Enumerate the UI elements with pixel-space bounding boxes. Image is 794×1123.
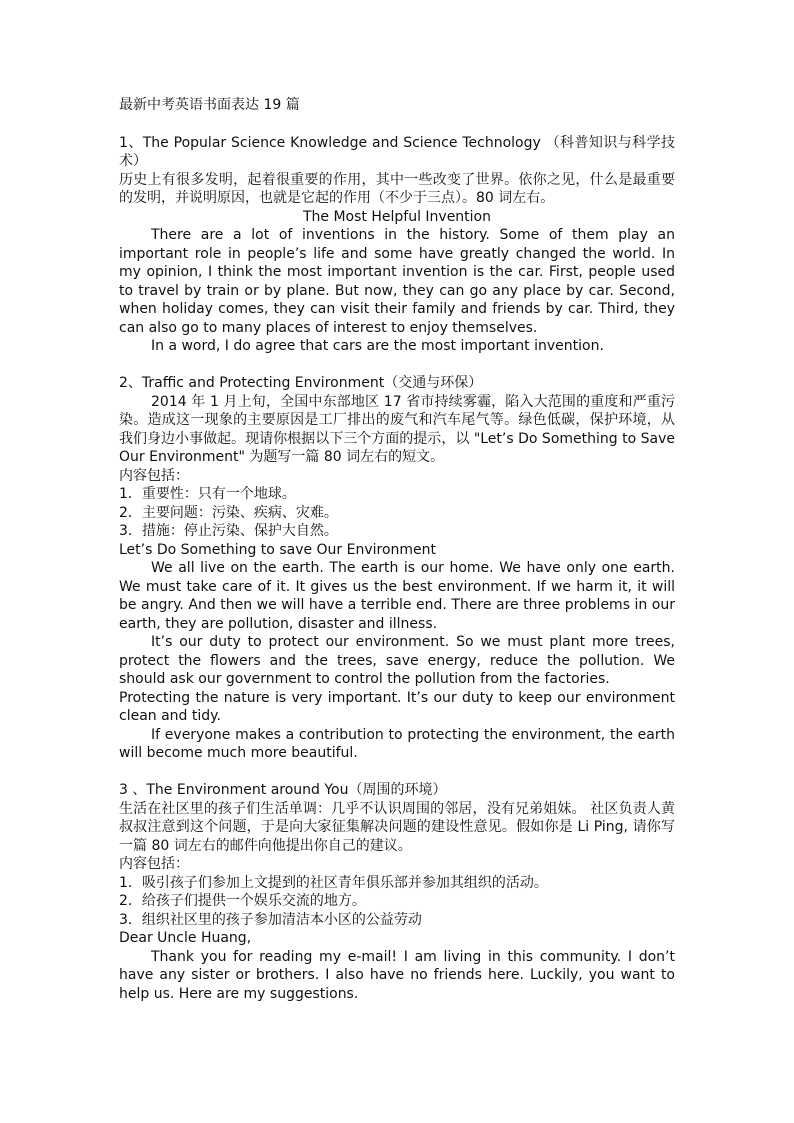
- section-spacer: [119, 356, 675, 375]
- essay-paragraph: In a word, I do agree that cars are the most important invention.: [151, 338, 604, 354]
- content-point: 3．组织社区里的孩子参加清洁本小区的公益劳动: [119, 911, 422, 928]
- essay-paragraph: It’s our duty to protect our environment. So we must plant more trees, protect the flowers and the trees, save energy, reduce the pollution. We should ask our government to control the pollution from the factories.: [119, 634, 675, 687]
- section-3: [119, 781, 675, 1003]
- essay-paragraph: Protecting the nature is very important. It’s our duty to keep our environment clean and tidy.: [119, 689, 675, 724]
- content-point: 1．吸引孩子们参加上文提到的社区青年俱乐部并参加其组织的活动。: [119, 874, 548, 891]
- section-1: [119, 134, 675, 356]
- section-heading: 2、Traffic and Protecting Environment（交通与环保）: [119, 375, 483, 391]
- letter-paragraph: Thank you for reading my e-mail! I am living in this community. I don’t have any sister or brothers. I also have no friends here. Luckily, you want to help us. Here are my suggestions.: [119, 948, 675, 1002]
- content-point: 1．重要性：只有一个地球。: [119, 486, 296, 502]
- content-label: 内容包括：: [119, 856, 189, 872]
- section-prompt: 2014 年 1 月上旬，全国中东部地区 17 省市持续雾霾，陷入大范围的重度和严重污染。造成这一现象的主要原因是工厂排出的废气和汽车尾气等。绿色低碳，保护环境，从我们身边小事做起。现请你根据以下三个方面的提示，以 "Let’s Do Something to Save Our Environment" 为题写一篇 80 词左右的短文。: [119, 393, 675, 465]
- letter-greeting: Dear Uncle Huang,: [119, 930, 252, 946]
- content-point: 2．主要问题：污染、疾病、灾难。: [119, 504, 338, 521]
- essay-paragraph: There are a lot of inventions in the history. Some of them play an important role in people’s life and some have greatly changed the world. In my opinion, I think the most important invention is the car. First, people used to travel by train or by plane. But now, they can go any place by car. Second, when holiday comes, they can visit their family and friends by car. Third, they can also go to many places of interest to enjoy themselves.: [119, 227, 675, 336]
- section-heading: 3 、The Environment around You（周围的环境）: [119, 782, 447, 798]
- content-point: 3．措施：停止污染、保护大自然。: [119, 523, 338, 539]
- section-heading: 1、The Popular Science Knowledge and Science Technology （科普知识与科学技术）: [119, 134, 675, 169]
- document-title: 最新中考英语书面表达 19 篇: [119, 97, 300, 113]
- essay-title: The Most Helpful Invention: [302, 208, 491, 225]
- content-label: 内容包括：: [119, 467, 189, 484]
- essay-title: Let’s Do Something to save Our Environment: [119, 541, 437, 558]
- essay-paragraph: If everyone makes a contribution to protecting the environment, the earth will become much more beautiful.: [119, 726, 675, 761]
- content-point: 2．给孩子们提供一个娱乐交流的地方。: [119, 893, 366, 909]
- section-2: [119, 374, 675, 763]
- section-spacer: [119, 763, 675, 782]
- document-page: [119, 96, 675, 1003]
- essay-paragraph: We all live on the earth. The earth is our home. We have only one earth. We must take care of it. It gives us the best environment. If we harm it, it will be angry. And then we will have a terrible end. There are three problems in our earth, they are pollution, disaster and illness.: [119, 560, 675, 632]
- section-prompt: 历史上有很多发明，起着很重要的作用，其中一些改变了世界。依你之见，什么是最重要的发明，并说明原因，也就是它起的作用（不少于三点）。80 词左右。: [119, 171, 675, 206]
- section-prompt: 生活在社区里的孩子们生活单调：几乎不认识周围的邻居，没有兄弟姐妹。 社区负责人黄叔叔注意到这个问题，于是向大家征集解决问题的建设性意见。假如你是 Li Ping, 请你写一篇 80 词左右的邮件向他提出你自己的建议。: [119, 800, 675, 854]
